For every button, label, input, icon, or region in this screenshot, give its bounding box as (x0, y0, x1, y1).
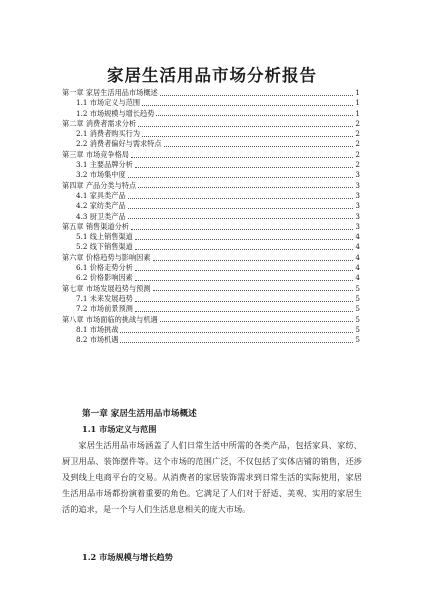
document-title: 家居生活用品市场分析报告 (107, 66, 317, 85)
toc-entry-page: 3 (355, 170, 360, 180)
toc-entry[interactable] (62, 98, 360, 108)
toc-entry[interactable] (62, 294, 360, 304)
toc-entry-page: 2 (355, 139, 360, 149)
toc-leader-dots (135, 248, 354, 250)
toc-entry-label: 1.1 市场定义与范围 (76, 98, 141, 108)
toc-entry-label: 第四章 产品分类与特点 (62, 180, 137, 190)
toc-entry-page: 1 (355, 88, 360, 97)
toc-entry-page: 4 (355, 263, 360, 273)
toc-entry[interactable] (62, 335, 360, 345)
toc-entry-page: 4 (355, 252, 360, 262)
toc-leader-dots (131, 228, 353, 230)
toc-entry[interactable] (62, 160, 360, 170)
toc-entry[interactable] (62, 253, 360, 263)
toc-entry-label: 第八章 市场面临的挑战与机遇 (62, 314, 158, 324)
toc-entry-label: 7.1 未来发展趋势 (76, 293, 133, 303)
toc-entry-page: 5 (355, 324, 360, 334)
toc-entry-label: 8.1 市场挑战 (76, 324, 119, 334)
toc-entry-label: 第一章 家居生活用品市场概述 (62, 88, 158, 97)
toc-leader-dots (135, 238, 354, 240)
toc-entry[interactable] (62, 139, 360, 149)
toc-entry[interactable] (62, 222, 360, 232)
toc-entry-page: 3 (355, 190, 360, 200)
toc-leader-dots (135, 269, 354, 271)
toc-entry[interactable] (62, 212, 360, 222)
toc-entry-page: 3 (355, 211, 360, 221)
toc-entry-label: 第五章 销售渠道分析 (62, 221, 129, 231)
toc-leader-dots (135, 300, 354, 302)
section-heading: 1.1 市场定义与范围 (82, 424, 157, 434)
toc-leader-dots (153, 259, 354, 261)
toc-entry[interactable] (62, 304, 360, 314)
toc-entry[interactable] (62, 181, 360, 191)
toc-leader-dots (160, 320, 354, 322)
toc-entry-page: 1 (355, 98, 360, 108)
toc-entry-label: 第三章 市场竞争格局 (62, 149, 129, 159)
toc-entry-page: 2 (355, 149, 360, 159)
toc-entry-label: 4.3 厨卫类产品 (76, 211, 126, 221)
toc-leader-dots (128, 176, 354, 178)
toc-entry-label: 第六章 价格趋势与影响因素 (62, 252, 151, 262)
toc-entry-page: 3 (355, 201, 360, 211)
toc-entry-label: 2.1 消费者购买行为 (76, 129, 141, 139)
toc-leader-dots (138, 125, 353, 127)
toc-entry-label: 3.1 主要品牌分析 (76, 160, 133, 170)
table-of-contents (62, 88, 360, 345)
toc-entry[interactable] (62, 315, 360, 325)
toc-entry-label: 第七章 市场发展趋势与预测 (62, 283, 151, 293)
toc-entry-page: 5 (355, 283, 360, 293)
toc-leader-dots (120, 331, 353, 333)
toc-leader-dots (142, 104, 353, 106)
toc-entry-label: 4.1 家具类产品 (76, 190, 126, 200)
toc-entry[interactable] (62, 119, 360, 129)
toc-entry[interactable] (62, 325, 360, 335)
toc-entry-label: 7.2 市场前景预测 (76, 304, 133, 314)
chapter-heading: 第一章 家居生活用品市场概述 (82, 409, 197, 419)
toc-entry[interactable] (62, 273, 360, 283)
toc-leader-dots (128, 217, 354, 219)
toc-leader-dots (135, 310, 354, 312)
toc-entry-label: 5.2 线下销售渠道 (76, 242, 133, 252)
toc-entry-page: 5 (355, 293, 360, 303)
toc-entry[interactable] (62, 88, 360, 98)
toc-entry-label: 1.2 市场规模与增长趋势 (76, 108, 155, 118)
toc-entry-page: 2 (355, 118, 360, 128)
section-heading: 1.2 市场规模与增长趋势 (82, 552, 173, 562)
toc-entry-page: 4 (355, 232, 360, 242)
toc-entry[interactable] (62, 129, 360, 139)
toc-leader-dots (128, 197, 354, 199)
toc-leader-dots (156, 114, 353, 116)
toc-entry[interactable] (62, 263, 360, 273)
toc-entry-label: 第二章 消费者需求分析 (62, 118, 137, 128)
toc-entry-label: 3.2 市场集中度 (76, 170, 126, 180)
toc-leader-dots (135, 166, 354, 168)
toc-entry[interactable] (62, 170, 360, 180)
toc-entry-page: 3 (355, 180, 360, 190)
toc-entry[interactable] (62, 232, 360, 242)
toc-entry-page: 5 (355, 314, 360, 324)
toc-leader-dots (160, 94, 354, 96)
toc-entry-page: 2 (355, 129, 360, 139)
toc-leader-dots (138, 186, 353, 188)
toc-leader-dots (135, 279, 354, 281)
toc-entry-label: 2.2 消费者偏好与需求特点 (76, 139, 162, 149)
toc-leader-dots (120, 341, 353, 343)
toc-entry[interactable] (62, 242, 360, 252)
toc-entry-page: 2 (355, 160, 360, 170)
toc-leader-dots (131, 156, 353, 158)
toc-entry[interactable] (62, 201, 360, 211)
toc-entry-page: 5 (355, 335, 360, 345)
toc-entry-page: 4 (355, 242, 360, 252)
toc-entry-label: 6.1 价格走势分析 (76, 263, 133, 273)
toc-entry-label: 8.2 市场机遇 (76, 335, 119, 345)
toc-entry-label: 4.2 家纺类产品 (76, 201, 126, 211)
toc-entry[interactable] (62, 150, 360, 160)
toc-leader-dots (142, 135, 353, 137)
toc-entry-label: 5.1 线上销售渠道 (76, 232, 133, 242)
toc-entry[interactable] (62, 109, 360, 119)
toc-leader-dots (128, 207, 354, 209)
toc-entry-label: 6.2 价格影响因素 (76, 273, 133, 283)
toc-entry[interactable] (62, 191, 360, 201)
toc-leader-dots (153, 289, 354, 291)
toc-entry-page: 4 (355, 273, 360, 283)
toc-entry-page: 5 (355, 304, 360, 314)
body-paragraph: 家居生活用品市场涵盖了人们日常生活中所需的各类产品，包括家具、家纺、厨卫用品、装饰摆件等。这个市场的范围广泛，不仅包括了实体店铺的销售，还涉及到线上电商平台的交易。从消费者的家居装饰需求到日常生活的实际使用，家居生活用品市场都扮演着重要的角色。它满足了人们对于舒适、美观、实用的家居生活的追求，是一个与人们生活息息相关的庞大市场。 (62, 440, 362, 514)
toc-entry[interactable] (62, 284, 360, 294)
toc-leader-dots (164, 145, 354, 147)
toc-entry-page: 1 (355, 108, 360, 118)
toc-entry-page: 3 (355, 221, 360, 231)
